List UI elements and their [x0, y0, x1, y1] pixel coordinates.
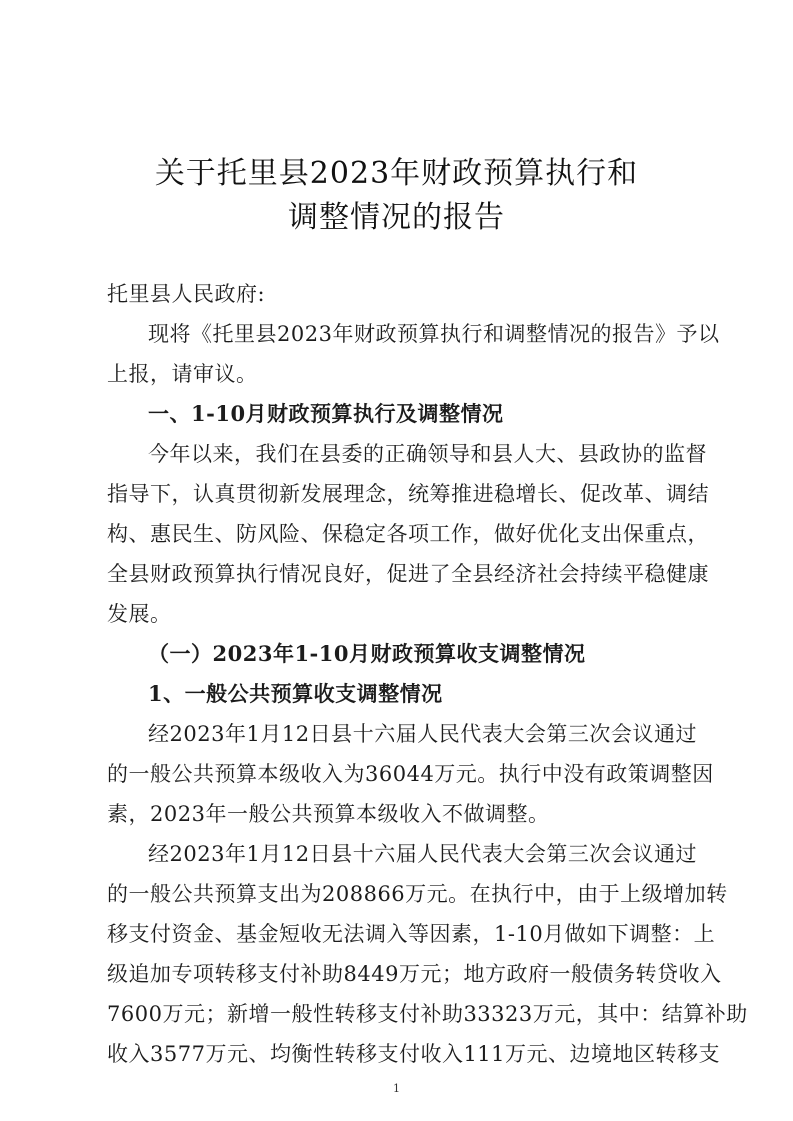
paragraph-3-line: 经2023年1月12日县十六届人民代表大会第三次会议通过	[148, 842, 697, 866]
document-title-line-1: 关于托里县2023年财政预算执行和	[154, 156, 639, 191]
section-heading-3: 1、一般公共预算收支调整情况	[148, 681, 443, 706]
paragraph-3-line: 移支付资金、基金短收无法调入等因素，1-10月做如下调整：上	[107, 922, 716, 946]
paragraph-3-line: 的一般公共预算支出为208866万元。在执行中，由于上级增加转	[107, 882, 728, 906]
paragraph-1-line: 构、惠民生、防风险、保稳定各项工作，做好优化支出保重点，	[107, 522, 709, 546]
paragraph-3-line: 收入3577万元、均衡性转移支付收入111万元、边境地区转移支	[107, 1042, 721, 1066]
paragraph-1-line: 发展。	[107, 602, 172, 626]
paragraph-2-line: 的一般公共预算本级收入为36044万元。执行中没有政策调整因	[107, 762, 714, 786]
section-heading-2: （一）2023年1-10月财政预算收支调整情况	[148, 641, 586, 666]
paragraph-2-line: 经2023年1月12日县十六届人民代表大会第三次会议通过	[148, 722, 697, 746]
paragraph-1-line: 全县财政预算执行情况良好，促进了全县经济社会持续平稳健康	[107, 562, 709, 586]
paragraph-3-line: 7600万元；新增一般性转移支付补助33323万元，其中：结算补助	[107, 1002, 748, 1026]
document-title-line-2: 调整情况的报告	[288, 200, 505, 235]
paragraph-2-line: 素，2023年一般公共预算本级收入不做调整。	[107, 802, 550, 826]
intro-line-1: 现将《托里县2023年财政预算执行和调整情况的报告》予以	[148, 322, 720, 346]
paragraph-1-line: 指导下，认真贯彻新发展理念，统筹推进稳增长、促改革、调结	[107, 482, 709, 506]
intro-line-2: 上报，请审议。	[107, 362, 258, 386]
salutation: 托里县人民政府:	[107, 282, 266, 306]
paragraph-3-line: 级追加专项转移支付补助8449万元；地方政府一般债务转贷收入	[107, 962, 722, 986]
paragraph-1-line: 今年以来，我们在县委的正确领导和县人大、县政协的监督	[148, 442, 707, 466]
section-heading-1: 一、1-10月财政预算执行及调整情况	[148, 401, 504, 426]
page-number: 1	[393, 1082, 400, 1095]
